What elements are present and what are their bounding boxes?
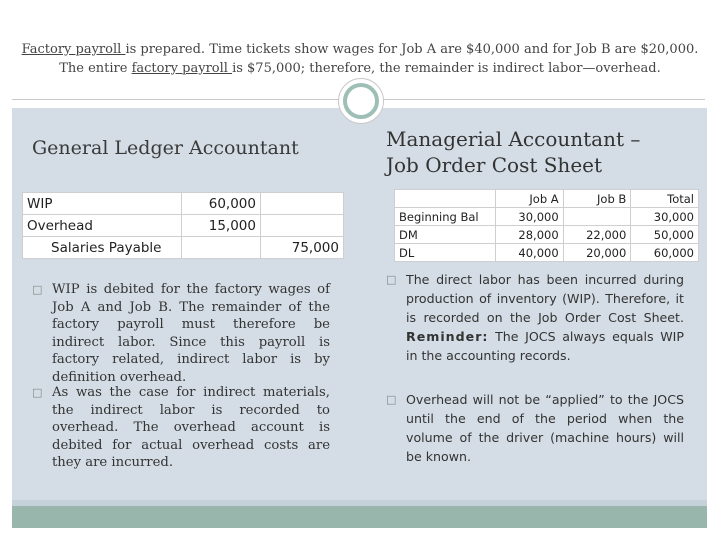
bullet-text: As was the case for indirect materials, the indirect labor is recorded to overhead. The overhead account is debited for actual overhead costs are they are incurred. (52, 385, 330, 470)
account-cell: WIP (23, 193, 182, 215)
heading-line-1: Managerial Accountant – (386, 127, 641, 151)
intro-line-2-start: The entire (59, 61, 132, 76)
right-bullet-1 (386, 270, 684, 365)
bullet-text: The direct labor has been incurred during production of inventory (WIP). Therefore, it is recorded on the Job Order Cost Sheet. (406, 272, 684, 325)
row-label: DM (395, 226, 496, 244)
general-ledger-heading: General Ledger Accountant (32, 137, 299, 159)
row-label: Beginning Bal (395, 208, 496, 226)
table-row (395, 226, 699, 244)
managerial-accountant-heading (386, 126, 640, 178)
intro-text (20, 40, 700, 78)
header-cell: Total (631, 190, 699, 208)
panel-footer-bar (12, 506, 707, 528)
square-bullet-icon: □ (32, 386, 43, 399)
debit-cell (182, 237, 261, 259)
bullet-text-cont: The JOCS always equals WIP in the accounting records. (406, 329, 684, 363)
table-row (395, 244, 699, 262)
factory-payroll-link-1: Factory payroll (21, 42, 126, 57)
factory-payroll-link-2: factory payroll (131, 61, 233, 76)
job-a-cell: 40,000 (496, 244, 564, 262)
job-b-cell (563, 208, 631, 226)
left-bullet-2 (32, 384, 330, 472)
debit-cell: 15,000 (182, 215, 261, 237)
heading-line-2: Job Order Cost Sheet (386, 153, 603, 177)
left-bullet-1 (32, 281, 330, 386)
row-label: DL (395, 244, 496, 262)
total-cell: 60,000 (631, 244, 699, 262)
reminder-label: Reminder: (406, 329, 489, 344)
table-row (23, 193, 344, 215)
account-cell: Salaries Payable (23, 237, 182, 259)
header-cell (395, 190, 496, 208)
total-cell: 30,000 (631, 208, 699, 226)
account-cell: Overhead (23, 215, 182, 237)
intro-line-2-rest: is $75,000; therefore, the remainder is indirect labor—overhead. (232, 61, 661, 76)
divider-left (12, 99, 342, 100)
header-cell: Job A (496, 190, 564, 208)
square-bullet-icon: □ (386, 273, 397, 286)
right-bullet-2 (386, 390, 684, 466)
table-row (23, 237, 344, 259)
table-row (395, 208, 699, 226)
table-row (23, 215, 344, 237)
job-a-cell: 28,000 (496, 226, 564, 244)
circle-ring-icon (343, 83, 379, 119)
bullet-text: WIP is debited for the factory wages of Job A and Job B. The remainder of the factory payroll must therefore be indirect labor. Since this payroll is factory related, indirect labor is by definition overhead. (52, 282, 330, 385)
job-b-cell: 20,000 (563, 244, 631, 262)
credit-cell (261, 193, 344, 215)
bullet-text: Overhead will not be “applied” to the JOCS until the end of the period when the volume of the driver (machine hours) will be known. (406, 392, 684, 464)
job-a-cell: 30,000 (496, 208, 564, 226)
credit-cell: 75,000 (261, 237, 344, 259)
table-header-row (395, 190, 699, 208)
header-cell: Job B (563, 190, 631, 208)
intro-line-1: is prepared. Time tickets show wages for Job A are $40,000 and for Job B are $20,000. (125, 42, 699, 57)
job-cost-sheet-table (394, 189, 699, 262)
journal-entry-table (22, 192, 344, 259)
square-bullet-icon: □ (32, 283, 43, 296)
square-bullet-icon: □ (386, 393, 397, 406)
job-b-cell: 22,000 (563, 226, 631, 244)
debit-cell: 60,000 (182, 193, 261, 215)
total-cell: 50,000 (631, 226, 699, 244)
credit-cell (261, 215, 344, 237)
divider-right (380, 99, 705, 100)
